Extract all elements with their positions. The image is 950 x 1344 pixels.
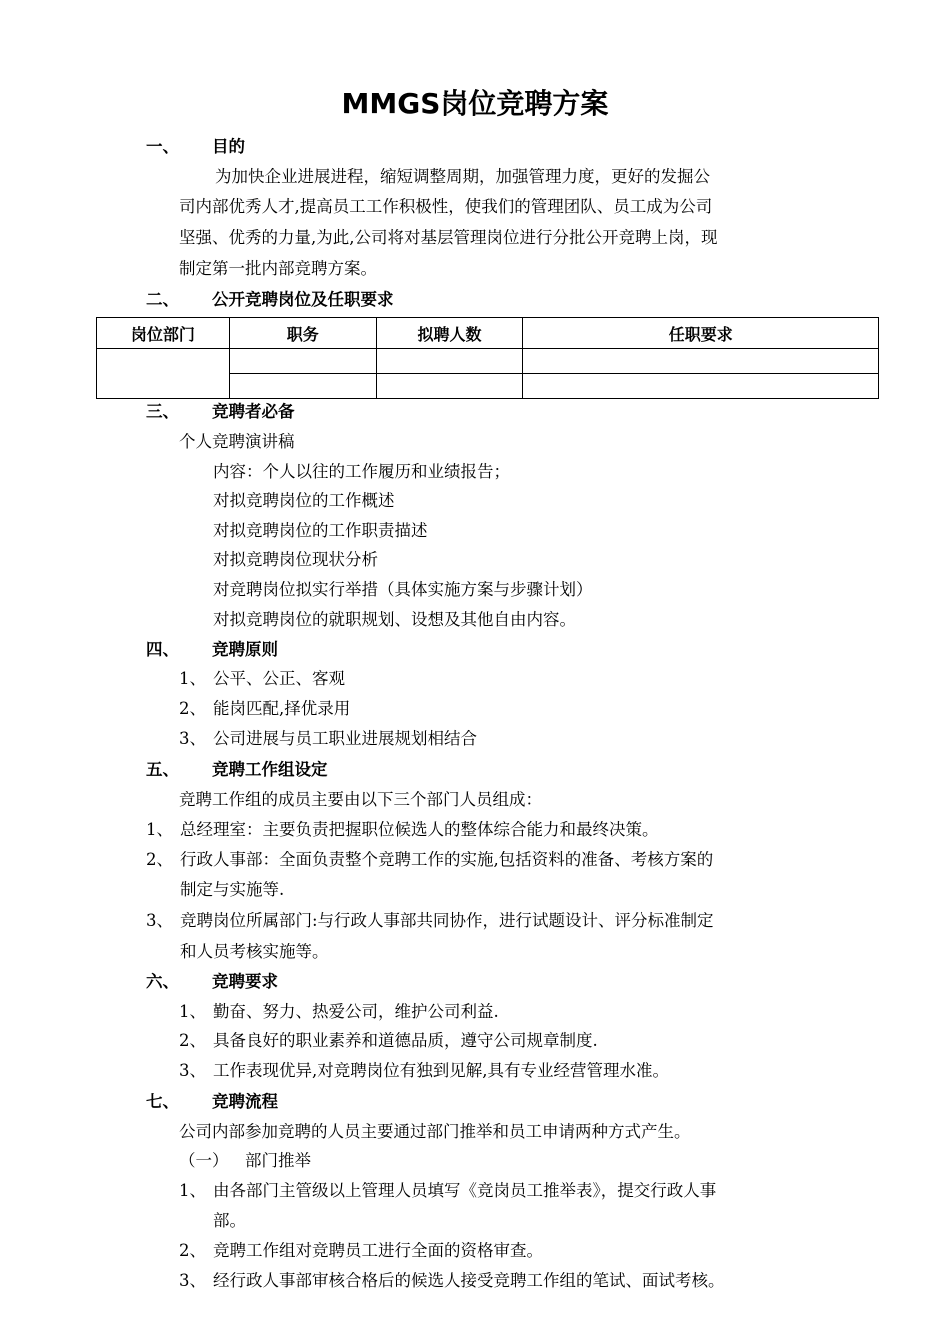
section-title: 竞聘流程 [212, 1092, 278, 1111]
list-text: 公司进展与员工职业进展规划相结合 [213, 729, 477, 748]
list-item: 对拟竞聘岗位的工作职责描述 [213, 521, 428, 540]
paragraph-line: 司内部优秀人才,提高员工工作积极性，使我们的管理团队、员工成为公司 [179, 197, 713, 216]
section-title: 竞聘者必备 [212, 402, 295, 421]
section-5-heading [146, 757, 328, 783]
section-number: 四、 [146, 640, 179, 659]
table-cell [97, 349, 230, 399]
document-title: MMGS岗位竞聘方案 [341, 87, 609, 120]
section-number: 五、 [146, 760, 179, 779]
subheading-number: （一） [179, 1151, 229, 1170]
positions-table [96, 317, 879, 399]
list-item [179, 1056, 669, 1086]
section-6-heading [146, 969, 278, 995]
list-number: 1、 [179, 1002, 206, 1021]
list-text: 具备良好的职业素养和道德品质，遵守公司规章制度. [213, 1031, 598, 1050]
table-cell [523, 374, 879, 399]
list-text: 勤奋、努力、热爱公司，维护公司利益. [213, 1002, 499, 1021]
table-cell [376, 349, 523, 374]
list-item [146, 845, 713, 875]
paragraph-line: 坚强、优秀的力量,为此,公司将对基层管理岗位进行分批公开竞聘上岗，现 [179, 228, 718, 247]
list-number: 1、 [179, 1181, 206, 1200]
list-text: 竞聘岗位所属部门:与行政人事部共同协作，进行试题设计、评分标准制定 [180, 911, 714, 930]
list-item: 对竞聘岗位拟实行举措（具体实施方案与步骤计划） [213, 580, 593, 599]
list-number: 2、 [179, 1031, 206, 1050]
list-number: 3、 [179, 1271, 206, 1290]
list-text: 公平、公正、客观 [213, 669, 345, 688]
list-text: 总经理室：主要负责把握职位候选人的整体综合能力和最终决策。 [180, 820, 659, 839]
list-number: 2、 [179, 699, 206, 718]
list-item-continuation: 和人员考核实施等。 [180, 942, 329, 961]
list-number: 2、 [146, 850, 173, 869]
table-cell [229, 374, 376, 399]
list-item [179, 997, 499, 1027]
list-item [179, 694, 350, 724]
table-header-cell: 岗位部门 [97, 318, 230, 349]
section-title: 竞聘原则 [212, 640, 278, 659]
table-header-cell: 任职要求 [523, 318, 879, 349]
list-item: 对拟竞聘岗位现状分析 [213, 550, 378, 569]
list-item-continuation: 部。 [213, 1211, 246, 1230]
list-text: 行政人事部：全面负责整个竞聘工作的实施,包括资料的准备、考核方案的 [180, 850, 714, 869]
section-3-heading [146, 399, 295, 425]
section-number: 一、 [146, 137, 179, 156]
section-number: 三、 [146, 402, 179, 421]
list-item: 对拟竞聘岗位的工作概述 [213, 491, 395, 510]
list-text: 工作表现优异,对竞聘岗位有独到见解,具有专业经营管理水准。 [213, 1061, 669, 1080]
list-number: 1、 [179, 669, 206, 688]
list-item: 对拟竞聘岗位的就职规划、设想及其他自由内容。 [213, 610, 576, 629]
table-cell [229, 349, 376, 374]
section-title: 公开竞聘岗位及任职要求 [212, 290, 394, 309]
paragraph-line: 为加快企业进展进程，缩短调整周期，加强管理力度，更好的发掘公 [215, 167, 710, 186]
list-item [179, 724, 477, 754]
section-1-heading [146, 134, 245, 160]
section-7-heading [146, 1089, 278, 1115]
section-number: 七、 [146, 1092, 179, 1111]
list-text: 能岗匹配,择优录用 [213, 699, 351, 718]
list-item-continuation: 制定与实施等. [180, 880, 285, 899]
table-header-row [97, 318, 879, 349]
list-item [146, 906, 714, 936]
section-title: 竞聘工作组设定 [212, 760, 328, 779]
section-number: 六、 [146, 972, 179, 991]
list-item: 内容：个人以往的工作履历和业绩报告； [213, 462, 510, 481]
list-number: 1、 [146, 820, 173, 839]
table-header-cell: 拟聘人数 [376, 318, 523, 349]
paragraph-line: 公司内部参加竞聘的人员主要通过部门推举和员工申请两种方式产生。 [179, 1122, 691, 1141]
table-header-cell: 职务 [229, 318, 376, 349]
list-text: 经行政人事部审核合格后的候选人接受竞聘工作组的笔试、面试考核。 [213, 1271, 725, 1290]
subheading-text: 部门推举 [245, 1151, 311, 1170]
list-text: 由各部门主管级以上管理人员填写《竞岗员工推举表》，提交行政人事 [213, 1181, 717, 1200]
list-item [179, 1236, 543, 1266]
list-item [179, 1176, 716, 1206]
list-number: 3、 [179, 1061, 206, 1080]
section-2-heading [146, 287, 394, 313]
list-text: 竞聘工作组对竞聘员工进行全面的资格审查。 [213, 1241, 543, 1260]
subheading [179, 1146, 311, 1176]
list-item [146, 815, 659, 845]
paragraph-line: 竞聘工作组的成员主要由以下三个部门人员组成： [179, 790, 542, 809]
paragraph-line: 制定第一批内部竞聘方案。 [179, 259, 377, 278]
list-item [179, 1026, 598, 1056]
list-number: 3、 [179, 729, 206, 748]
section-4-heading [146, 637, 278, 663]
list-item [179, 1266, 725, 1296]
list-number: 3、 [146, 911, 173, 930]
table-row [97, 349, 879, 374]
table-cell [376, 374, 523, 399]
section-title: 竞聘要求 [212, 972, 278, 991]
section-number: 二、 [146, 290, 179, 309]
table-cell [523, 349, 879, 374]
subheading: 个人竞聘演讲稿 [179, 432, 295, 451]
list-number: 2、 [179, 1241, 206, 1260]
list-item [179, 664, 345, 694]
section-title: 目的 [212, 137, 245, 156]
